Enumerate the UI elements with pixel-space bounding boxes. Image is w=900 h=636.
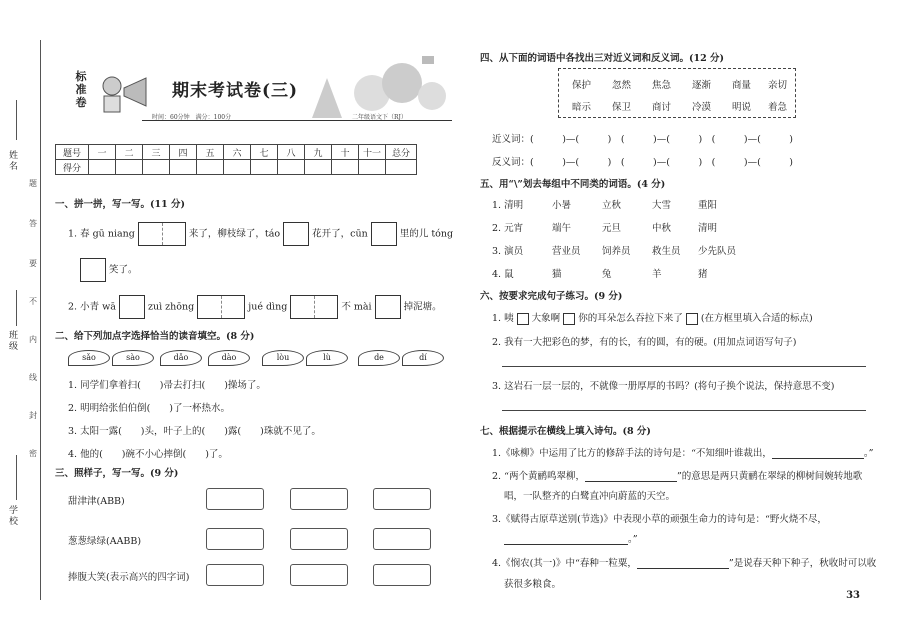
word-item[interactable]: 3. 演员	[492, 246, 524, 257]
punctuation-box[interactable]	[563, 313, 575, 325]
table-cell: 五	[197, 145, 224, 160]
seal-char: 内	[29, 335, 37, 344]
poem-blank[interactable]	[637, 568, 729, 569]
punctuation-box[interactable]	[517, 313, 529, 325]
pinyin-text: 1. 春 gū niang	[68, 228, 135, 240]
question-2-4: 4. 他的( )碗不小心摔倒( )了。	[68, 449, 228, 460]
pinyin-line-1b	[80, 258, 138, 282]
table-cell: 八	[278, 145, 305, 160]
word-item[interactable]: 营业员	[552, 246, 581, 257]
word-item[interactable]: 大雪	[652, 200, 672, 211]
seal-char: 封	[29, 411, 37, 420]
word-item[interactable]: 立秋	[602, 200, 622, 211]
question-text: ”是说春天种下种子，秋收时可以收	[728, 558, 877, 569]
seal-char: 要	[29, 259, 37, 268]
class-field-line	[16, 290, 17, 326]
table-cell: 六	[224, 145, 251, 160]
poem-blank[interactable]	[772, 458, 864, 459]
question-text: 1. 咦	[492, 313, 514, 324]
question-2-3: 3. 太阳一露( )头，叶子上的( )露( )珠就不见了。	[68, 426, 321, 437]
word-item[interactable]: 少先队员	[698, 246, 737, 257]
answer-box[interactable]	[373, 528, 431, 550]
section-6-title: 六、按要求完成句子练习。(9 分)	[480, 291, 623, 302]
word-item[interactable]: 元旦	[602, 223, 622, 234]
char-box-input[interactable]	[283, 222, 309, 246]
answer-box[interactable]	[290, 488, 348, 510]
example-aabb: 葱葱绿绿(AABB)	[68, 536, 142, 547]
answer-box[interactable]	[206, 564, 264, 586]
answer-box[interactable]	[206, 488, 264, 510]
question-text: 。”	[863, 448, 874, 459]
score-entry[interactable]	[224, 160, 251, 175]
pinyin-line-2	[68, 295, 442, 319]
score-entry[interactable]	[251, 160, 278, 175]
binding-line	[40, 40, 41, 600]
word-item[interactable]: 4. 鼠	[492, 269, 514, 280]
table-cell: 二	[116, 145, 143, 160]
pinyin-leaf: dào	[208, 350, 250, 366]
word-item[interactable]: 兔	[602, 269, 612, 280]
pinyin-text: 里的儿 tóng	[399, 228, 454, 240]
pinyin-text: zuì zhōng	[147, 301, 195, 313]
table-cell: 四	[170, 145, 197, 160]
question-7-2-cont: 唱，一队整齐的白鹭直冲向蔚蓝的天空。	[504, 491, 676, 502]
exam-header	[52, 48, 452, 138]
pinyin-text: 花开了，cūn	[312, 228, 368, 240]
char-box-input[interactable]	[375, 295, 401, 319]
question-text: 你的耳朵怎么吞拉下来了	[578, 313, 683, 324]
score-entry[interactable]	[170, 160, 197, 175]
class-label: 班级	[7, 330, 17, 352]
question-text: 1.《咏柳》中运用了比方的修辞手法的诗句是：“不知细叶谁裁出，	[492, 448, 772, 459]
standard-badge: 标准卷	[75, 70, 87, 109]
answer-box[interactable]	[373, 488, 431, 510]
score-entry[interactable]	[197, 160, 224, 175]
name-field-line	[16, 100, 17, 140]
pinyin-leaf: lòu	[262, 350, 304, 366]
seal-char: 答	[29, 219, 37, 228]
answer-line[interactable]	[502, 366, 866, 367]
section-5-title: 五、用“\”划去每组中不同类的词语。(4 分)	[480, 179, 666, 190]
question-2-2: 2. 明明给张伯伯倒( )了一杯热水。	[68, 403, 230, 414]
answer-box[interactable]	[290, 564, 348, 586]
char-box-input[interactable]	[371, 222, 397, 246]
punctuation-box[interactable]	[686, 313, 698, 325]
char-box-input[interactable]	[138, 222, 186, 246]
seal-char: 线	[29, 373, 37, 382]
word-item[interactable]: 端午	[552, 223, 572, 234]
table-cell: 十	[332, 145, 359, 160]
word-bank-item: 焦急	[652, 80, 672, 91]
section-3-title: 三、照样子，写一写。(9 分)	[55, 468, 179, 479]
question-text: 。”	[628, 534, 638, 545]
char-box-input[interactable]	[290, 295, 338, 319]
score-table	[55, 144, 417, 175]
score-value-row	[56, 160, 417, 175]
word-item[interactable]: 2. 元宵	[492, 223, 524, 234]
question-text: ”的意思是两只黄鹂在翠绿的柳树间婉转地歌	[676, 471, 863, 482]
section-4-title: 四、从下面的词语中各找出三对近义词和反义词。(12 分)	[480, 53, 725, 64]
word-item[interactable]: 小暑	[552, 200, 572, 211]
table-cell: 一	[89, 145, 116, 160]
score-entry[interactable]	[359, 160, 386, 175]
question-6-1	[492, 310, 813, 325]
question-7-3: 3.《赋得古原草送别(节选)》中表现小草的顽强生命力的诗句是：“野火烧不尽，	[492, 514, 827, 525]
seal-char: 不	[29, 297, 37, 306]
pinyin-leaf: dǎo	[160, 350, 202, 366]
table-cell: 得分	[56, 160, 89, 175]
word-item[interactable]: 救生员	[652, 246, 681, 257]
section-7-title: 七、根据提示在横线上填入诗句。(8 分)	[480, 426, 651, 437]
trees-decoration-icon	[292, 48, 452, 120]
score-entry[interactable]	[116, 160, 143, 175]
word-bank-item: 商量	[732, 80, 752, 91]
score-entry[interactable]	[143, 160, 170, 175]
pinyin-text: 来了，柳枝绿了，táo	[188, 228, 281, 240]
question-text: 2. “两个黄鹂鸣翠柳，	[492, 471, 585, 482]
word-item[interactable]: 中秋	[652, 223, 672, 234]
poem-blank[interactable]	[585, 481, 677, 482]
table-cell: 七	[251, 145, 278, 160]
word-bank-item: 保卫	[612, 102, 632, 113]
word-bank-item: 着急	[768, 102, 788, 113]
grade-label: 二年级语文下（RJ）	[352, 114, 407, 121]
pinyin-leaf: lù	[306, 350, 348, 366]
char-box-input[interactable]	[80, 258, 106, 282]
table-cell: 十一	[359, 145, 386, 160]
example-abb: 甜津津(ABB)	[68, 496, 125, 507]
seal-char: 题	[29, 179, 37, 188]
example-idiom: 捧腹大笑(表示高兴的四字词)	[68, 572, 190, 583]
word-bank-item: 明说	[732, 102, 752, 113]
page-number: 33	[846, 590, 860, 601]
pinyin-text: 2. 小青 wā	[68, 301, 116, 313]
question-7-4	[492, 555, 876, 569]
word-bank-item: 亲切	[768, 80, 788, 91]
binding-strip	[0, 0, 48, 636]
school-field-line	[16, 455, 17, 500]
word-item[interactable]: 1. 清明	[492, 200, 524, 211]
question-6-2: 2. 我有一大把彩色的梦，有的长，有的圆，有的硬。(用加点词语写句子)	[492, 337, 797, 348]
synonym-line[interactable]: 近义词：( )—( ) ( )—( ) ( )—( )	[492, 134, 793, 145]
pinyin-text: 笑了。	[109, 264, 138, 276]
word-item[interactable]: 饲养员	[602, 246, 631, 257]
answer-line[interactable]	[502, 410, 866, 411]
word-bank-item: 保护	[572, 80, 592, 91]
word-bank-item: 暗示	[572, 102, 592, 113]
score-entry[interactable]	[332, 160, 359, 175]
word-item[interactable]: 重阳	[698, 200, 718, 211]
question-7-2	[492, 468, 862, 482]
table-cell: 题号	[56, 145, 89, 160]
poem-blank[interactable]	[504, 544, 628, 545]
question-text: 大象啊	[531, 313, 561, 324]
word-item[interactable]: 羊	[652, 269, 662, 280]
word-item[interactable]: 猫	[552, 269, 562, 280]
time-score-info: 时间：60分钟 满分：100分	[152, 114, 232, 121]
seal-char: 密	[29, 449, 37, 458]
char-box-input[interactable]	[197, 295, 245, 319]
question-7-1	[492, 445, 874, 459]
page-title: 期末考试卷(三)	[172, 81, 299, 101]
answer-box[interactable]	[373, 564, 431, 586]
word-bank-item: 忽然	[612, 80, 632, 91]
pinyin-leaf: sào	[112, 350, 154, 366]
pinyin-text: 掉泥塘。	[403, 301, 442, 313]
name-label: 姓名	[7, 150, 17, 172]
pinyin-text: 不 mài	[341, 301, 372, 313]
question-7-4-cont: 获很多粮食。	[504, 579, 562, 590]
word-bank-item: 冷漠	[692, 102, 712, 113]
megaphone-girl-icon	[96, 72, 152, 116]
question-2-1: 1. 同学们拿着扫( )帚去打扫( )操场了。	[68, 380, 266, 391]
table-cell: 总分	[386, 145, 417, 160]
antonym-line[interactable]: 反义词：( )—( ) ( )—( ) ( )—( )	[492, 157, 793, 168]
question-text: (在方框里填入合适的标点)	[700, 313, 813, 324]
score-header-row	[56, 145, 417, 160]
score-entry[interactable]	[386, 160, 417, 175]
score-entry[interactable]	[278, 160, 305, 175]
pinyin-leaf: sǎo	[68, 350, 110, 366]
table-cell: 九	[305, 145, 332, 160]
word-bank-item: 商讨	[652, 102, 672, 113]
word-bank-item: 逐渐	[692, 80, 712, 91]
answer-box[interactable]	[206, 528, 264, 550]
pinyin-text: jué dìng	[248, 301, 288, 313]
pinyin-leaf: de	[358, 350, 400, 366]
answer-box[interactable]	[290, 528, 348, 550]
table-cell: 三	[143, 145, 170, 160]
score-entry[interactable]	[89, 160, 116, 175]
pinyin-leaf: dí	[402, 350, 444, 366]
question-7-3-cont	[504, 531, 638, 545]
word-item[interactable]: 清明	[698, 223, 718, 234]
char-box-input[interactable]	[119, 295, 145, 319]
section-2-title: 二、给下列加点字选择恰当的读音填空。(8 分)	[55, 331, 255, 342]
question-6-3: 3. 这岩石一层一层的，不就像一册厚厚的书吗？(将句子换个说法，保持意思不变)	[492, 381, 835, 392]
word-item[interactable]: 猪	[698, 269, 708, 280]
score-entry[interactable]	[305, 160, 332, 175]
school-label: 学校	[7, 505, 17, 527]
pinyin-line-1	[68, 222, 453, 246]
section-1-title: 一、拼一拼，写一写。(11 分)	[55, 199, 186, 210]
word-bank-box	[558, 68, 796, 118]
question-text: 4.《悯农(其一)》中“春种一粒粟，	[492, 558, 637, 569]
